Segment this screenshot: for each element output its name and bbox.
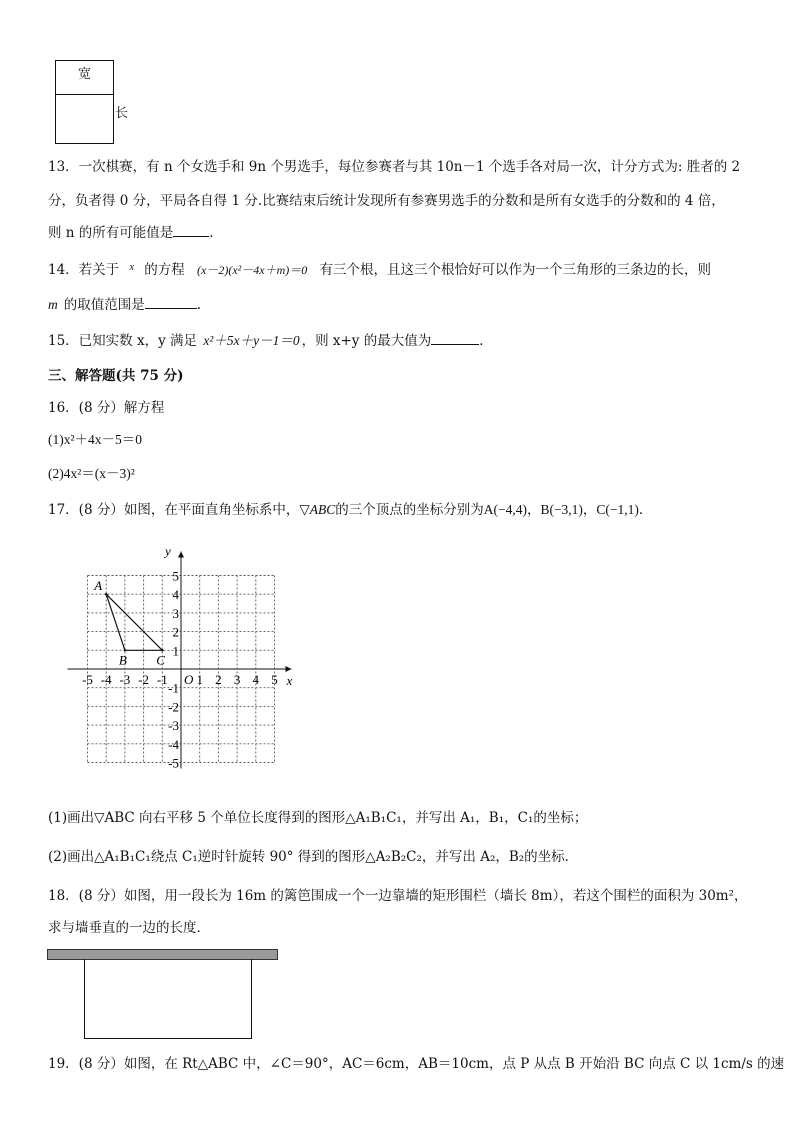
q15-line bbox=[48, 330, 493, 351]
q14-var-m: m bbox=[48, 297, 58, 312]
x-tick-label: 5 bbox=[271, 672, 278, 687]
q13-line2: 分，负者得 0 分，平局各自得 1 分.比赛结束后统计发现所有参赛男选手的分数和是所有女选手的分数和的 4 倍， bbox=[48, 193, 725, 209]
q13-line3-text: 则 n 的所有可能值是 bbox=[48, 225, 174, 241]
y-tick-label: -1 bbox=[168, 680, 179, 696]
fence-enclosure bbox=[84, 959, 252, 1039]
x-tick-label: -4 bbox=[100, 672, 112, 687]
y-tick-label: 1 bbox=[172, 643, 179, 659]
y-tick-label: -2 bbox=[168, 699, 179, 715]
x-tick-label: 3 bbox=[233, 672, 241, 687]
q17-intro-text: 17．(8 分）如图，在平面直角坐标系中， bbox=[48, 502, 300, 518]
q15-period: ． bbox=[479, 333, 493, 349]
y-tick-label: 3 bbox=[172, 605, 179, 621]
vertex-label-c: C bbox=[156, 652, 165, 668]
q14-var-x: x bbox=[129, 262, 134, 273]
coordinate-plane-chart bbox=[58, 535, 318, 775]
q14-period: . bbox=[196, 297, 202, 313]
q15-text-a: 15．已知实数 x，y 满足 bbox=[48, 333, 198, 349]
y-tick-label: 2 bbox=[172, 624, 179, 640]
q15-equation: x²＋5x＋y－1＝0 bbox=[203, 333, 300, 348]
q18-line1: 18．(8 分）如图，用一段长为 16m 的篱笆围成一个一边靠墙的矩形围栏（墙长 8m），若这个围栏的面积为 30m²， bbox=[48, 888, 748, 904]
q14-line2-text: 的取值范围是 bbox=[63, 297, 145, 313]
q16-title: 16．(8 分）解方程 bbox=[48, 400, 165, 416]
q17-intro bbox=[48, 500, 652, 520]
length-label: 长 bbox=[115, 106, 129, 121]
x-tick-label: 4 bbox=[252, 672, 260, 687]
q15-text-b: ，则 x+y 的最大值为 bbox=[301, 333, 432, 349]
y-axis-label: y bbox=[165, 543, 171, 559]
y-tick-label: -3 bbox=[168, 718, 179, 734]
top-rectangle-figure bbox=[55, 60, 114, 144]
q17-part1: (1)画出▽ABC 向右平移 5 个单位长度得到的图形△A₁B₁C₁，并写出 A₁，B₁，C₁的坐标； bbox=[48, 810, 588, 826]
y-tick-label: 5 bbox=[172, 568, 179, 584]
q14-text-a: 14．若关于 bbox=[48, 262, 120, 278]
triangle-abc bbox=[106, 594, 162, 650]
x-tick-label: 2 bbox=[215, 672, 222, 687]
vertex-point-c bbox=[161, 649, 163, 651]
q14-text-b: 的方程 bbox=[144, 262, 185, 278]
q13-answer-blank[interactable] bbox=[173, 222, 209, 237]
q17-intro-b: 的三个顶点的坐标分别为 bbox=[335, 502, 484, 518]
q19-line1: 19．(8 分）如图，在 Rt△ABC 中，∠C＝90°，AC＝6cm，AB＝10cm，点 P 从点 B 开始沿 BC 向点 C 以 1cm/s 的速 bbox=[48, 1056, 785, 1072]
q14-text-c: 有三个根，且这三个根恰好可以作为一个三角形的三条边的长，则 bbox=[319, 262, 712, 278]
q14-line2 bbox=[48, 294, 201, 315]
shape-layer bbox=[93, 578, 165, 667]
rectangle-divider bbox=[56, 94, 113, 95]
q17-triangle: ▽ABC bbox=[299, 502, 336, 517]
q17-points: A(−4,4)，B(−3,1)，C(−1,1)． bbox=[483, 502, 653, 517]
y-tick-label: 4 bbox=[172, 587, 179, 603]
q13-line3 bbox=[48, 222, 214, 243]
section3-title: 三、解答题(共 75 分) bbox=[48, 368, 184, 384]
q17-part2: (2)画出△A₁B₁C₁绕点 C₁逆时针旋转 90° 得到的图形△A₂B₂C₂，并写出 A₂，B₂的坐标． bbox=[48, 849, 579, 865]
q13-line1: 13．一次棋赛，有 n 个女选手和 9n 个男选手，每位参赛者与其 10n－1 个选手各对局一次，计分方式为: 胜者的 2 bbox=[48, 159, 741, 175]
x-tick-label: -5 bbox=[82, 672, 93, 687]
x-tick-label: -1 bbox=[156, 672, 168, 687]
q16-part2: (2)4x²＝(x－3)² bbox=[48, 466, 135, 481]
x-axis-label: x bbox=[286, 673, 293, 688]
q14-equation: (x－2)(x²－4x＋m)＝0 bbox=[197, 263, 308, 277]
x-tick-label: -2 bbox=[138, 672, 150, 687]
vertex-label-b: B bbox=[118, 652, 127, 668]
y-tick-label: -4 bbox=[168, 736, 179, 752]
x-tick-label: -3 bbox=[119, 672, 131, 687]
vertex-point-b bbox=[124, 649, 126, 651]
q16-part1: (1)x²＋4x－5＝0 bbox=[48, 432, 143, 447]
q15-answer-blank[interactable] bbox=[431, 330, 479, 345]
q18-line2: 求与墙垂直的一边的长度． bbox=[48, 920, 210, 936]
y-axis-arrow bbox=[178, 552, 184, 558]
x-tick-label: 1 bbox=[196, 672, 203, 687]
width-label: 宽 bbox=[77, 67, 91, 82]
q14-answer-blank[interactable] bbox=[145, 294, 197, 309]
y-tick-label: -5 bbox=[168, 755, 179, 771]
q14-line1 bbox=[48, 258, 711, 280]
vertex-point-a bbox=[105, 593, 107, 595]
origin-label: O bbox=[184, 672, 194, 687]
q13-period: . bbox=[209, 225, 214, 241]
vertex-label-a: A bbox=[94, 578, 103, 594]
x-axis-arrow bbox=[286, 666, 292, 672]
